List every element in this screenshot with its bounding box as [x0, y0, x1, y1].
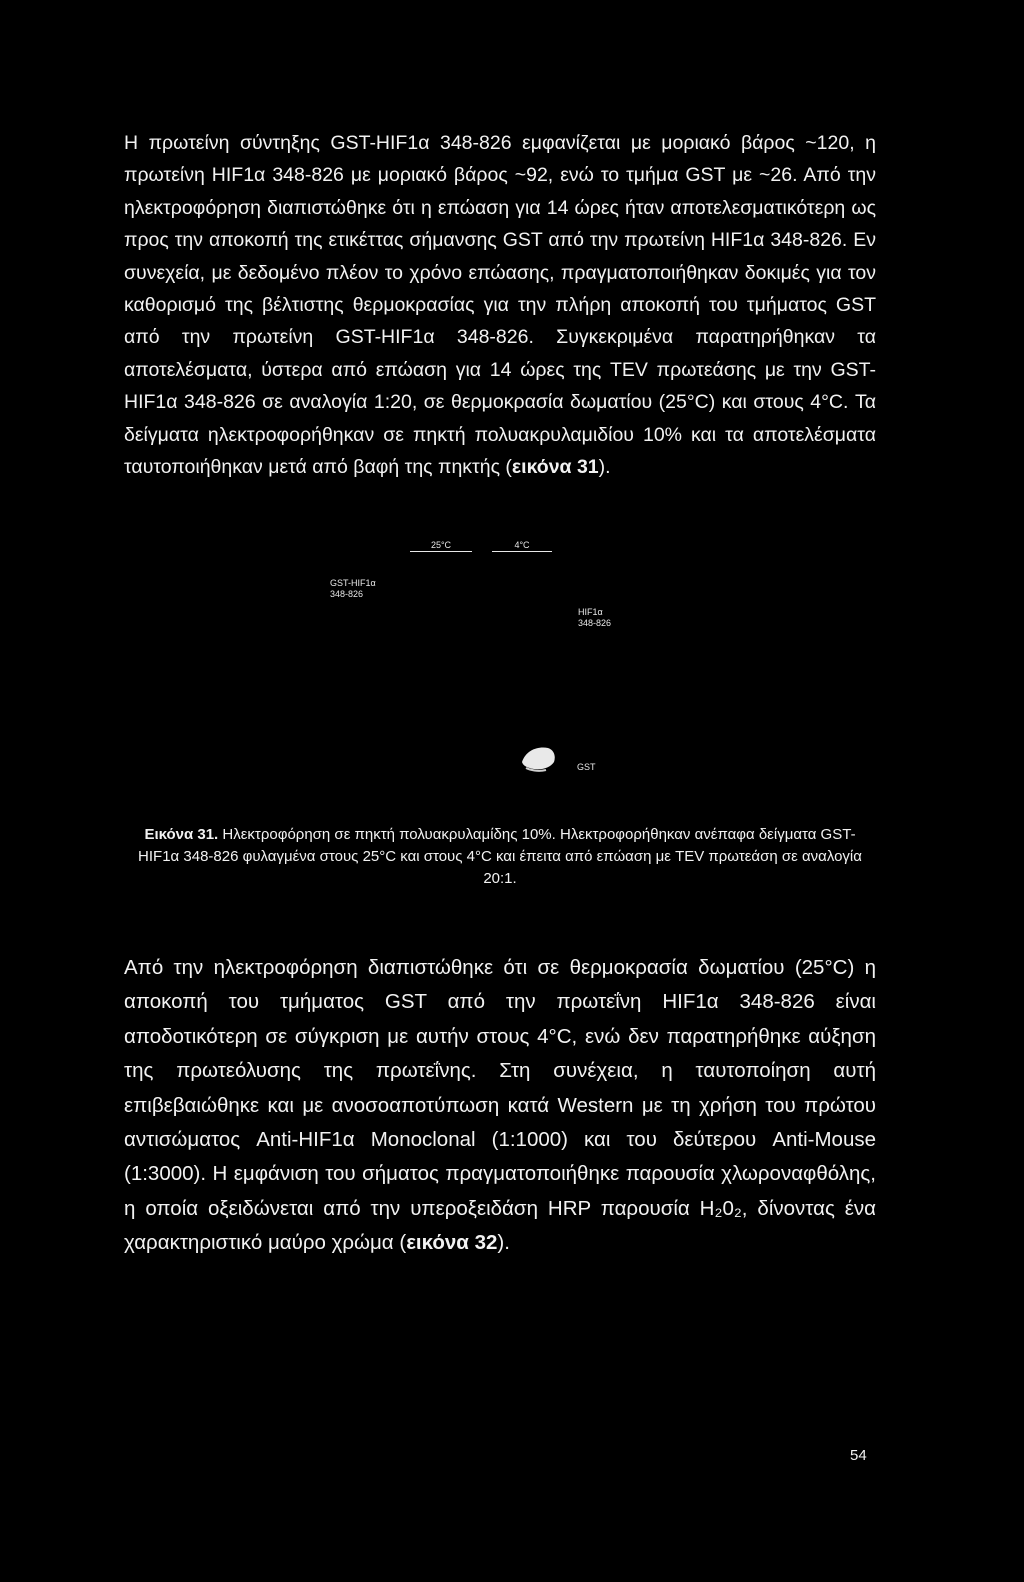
figure-31-caption [124, 824, 876, 890]
paragraph-2-text: Από την ηλεκτροφόρηση διαπιστώθηκε ότι σε θερμοκρασία δωματίου (25°C) η αποκοπή του τμήματος GST από την πρωτεΐνη HIF1α 348-826 είναι αποδοτικότερη σε σύγκριση με αυτήν στους 4°C, ενώ δεν παρατηρήθηκε αύξηση της πρωτεόλυσης της πρωτεΐνης. Στη συνέχεια, η ταυτοποίηση αυτή επιβεβαιώθηκε και με ανοσοαποτύπωση κατά Western με τη χρήση του πρώτου αντισώματος Anti-HIF1α Monoclonal (1:1000) και του δεύτερου Anti-Mouse (1:3000). Η εμφάνιση του σήματος πραγματοποιήθηκε παρουσία χλωροναφθόλης, η οποία οξειδώνεται από την υπεροξειδάση HRP παρουσία H₂0₂, δίνοντας ένα χαρακτηριστικό μαύρο χρώμα ( [124, 956, 876, 1255]
lane-header-4c: 4°C [492, 540, 552, 552]
figure-31-reference: εικόνα 31 [511, 456, 599, 479]
label-gst-hif1a-line1: GST-HIF1α [330, 578, 376, 588]
paragraph-2-end: ). [497, 1231, 510, 1255]
gst-band-blot [520, 742, 560, 774]
paragraph-1-end: ). [598, 456, 611, 479]
label-hif1a-line2: 348-826 [578, 618, 612, 628]
paragraph-1 [124, 127, 876, 483]
label-hif1a [578, 607, 611, 629]
label-gst-hif1a [330, 578, 376, 600]
caption-text: Ηλεκτροφόρηση σε πηκτή πολυακρυλαμίδης 10%. Ηλεκτροφορήθηκαν ανέπαφα δείγματα GST-HIF1α 348-826 φυλαγμένα στους 25°C και στους 4°C και έπειτα από επώαση με TEV πρωτεάση σε αναλογία 20:1. [138, 826, 862, 887]
label-hif1a-line1: HIF1α [578, 607, 603, 617]
caption-label: Εικόνα 31. [144, 826, 219, 843]
figure-32-reference: εικόνα 32 [406, 1231, 498, 1255]
paragraph-1-text: Η πρωτείνη σύντηξης GST-HIF1α 348-826 εμφανίζεται με μοριακό βάρος ~120, η πρωτείνη HIF1α 348-826 με μοριακό βάρος ~92, ενώ το τμήμα GST με ~26. Από την ηλεκτροφόρηση διαπιστώθηκε ότι η επώαση για 14 ώρες ήταν αποτελεσματικότερη ως προς την αποκοπή της ετικέττας σήμανσης GST από την πρωτείνη HIF1α 348-826. Εν συνεχεία, με δεδομένο πλέον το χρόνο επώασης, πραγματοποιήθηκαν δοκιμές για τον καθορισμό της βέλτιστης θερμοκρασίας για την πλήρη αποκοπή του τμήματος GST από την πρωτείνη GST-HIF1α 348-826. Συγκεκριμένα παρατηρήθηκαν τα αποτελέσματα, ύστερα από επώαση για 14 ώρες της TEV πρωτεάσης με την GST-HIF1α 348-826 σε αναλογία 1:20, σε θερμοκρασία δωματίου (25°C) και στους 4°C. Τα δείγματα ηλεκτροφορήθηκαν σε πηκτή πολυακρυλαμιδίου 10% και τα αποτελέσματα ταυτοποιήθηκαν μετά από βαφή της πηκτής ( [124, 132, 876, 479]
page-number: 54 [850, 1447, 867, 1464]
lane-header-25c: 25°C [410, 540, 472, 552]
paragraph-2 [124, 951, 876, 1261]
label-gst-hif1a-line2: 348-826 [330, 589, 364, 599]
label-gst: GST [577, 762, 596, 772]
